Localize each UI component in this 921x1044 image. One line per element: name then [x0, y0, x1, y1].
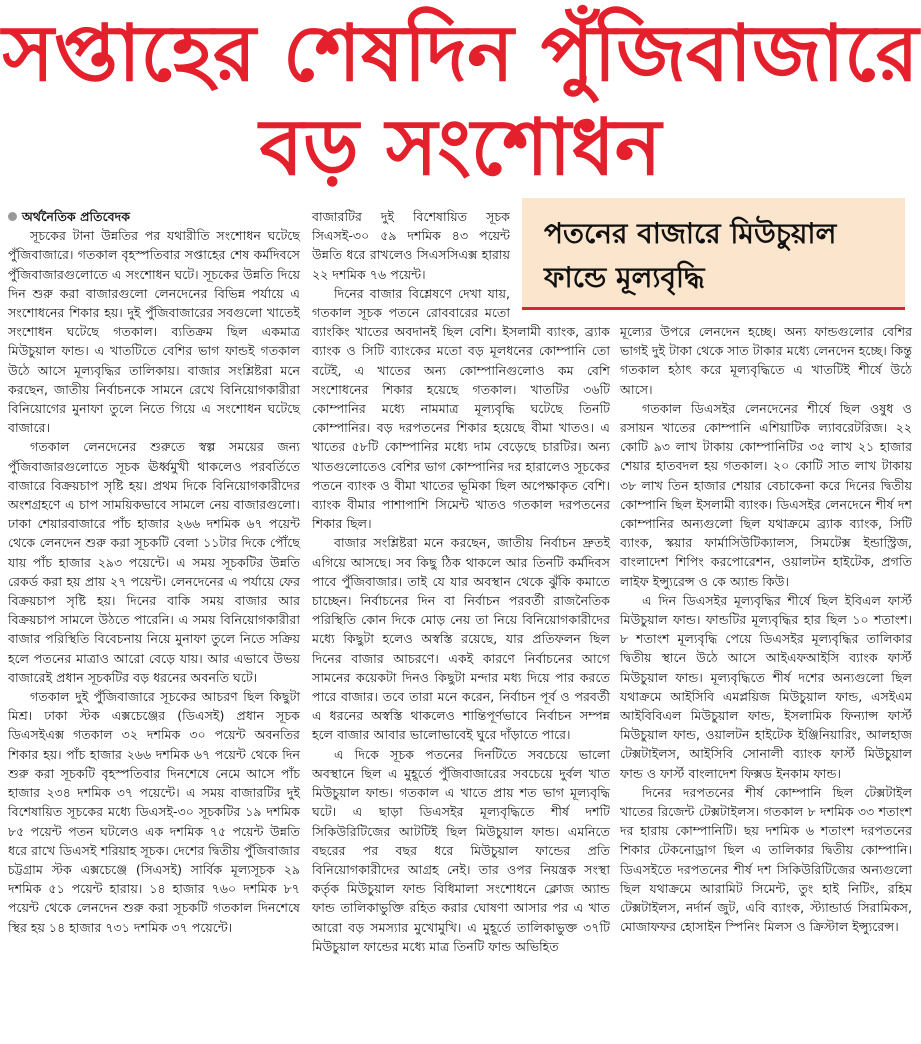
paragraph: বাজারটির দুই বিশেষায়িত সূচক সিএসই-৩০ ৫৯ দশমিক ৪৩ পয়েন্ট উন্নতি ধরে রাখলেও সিএসসিএক্স হারায় ২২ দশমিক ৭৬ পয়েন্ট।	[312, 209, 510, 282]
paragraph: সূচকের টানা উন্নতির পর যথারীতি সংশোধন ঘটেছে পুঁজিবাজারে। গতকাল বৃহস্পতিবার সপ্তাহের শেষ কর্মদিবসে পুঁজিবাজারগুলোতে এ সংশোধন ঘটে। সূচকের উন্নতি দিয়ে দিন শুরু করা বাজারগুলো লেনদেনের বিভিন্ন পর্যায়ে এ সংশোধনের শিকার হয়। দুই পুঁজিবাজারের সবগুলো খাতেই সংশোধন ঘটেছে গতকাল। ব্যতিক্রম ছিল একমাত্র মিউচুয়াল ফান্ড। এ খাতটিতে বেশির ভাগ ফান্ডই গতকাল উঠে আসে মূল্যবৃদ্ধির তালিকায়। বাজার সংশ্লিষ্টরা মনে করছেন, জাতীয় নির্বাচনকে সামনে রেখে বিনিয়োগকারীরা বিনিয়োগের মুনাফা তুলে নিতে গিয়ে এ সংশোধন ঘটেছে বাজারে।	[8, 228, 300, 436]
headline-line-1: সপ্তাহের শেষদিন পুঁজিবাজারে	[2, 9, 919, 99]
paragraph: গতকাল লেনদেনের শুরুতে স্বল্প সময়ের জন্য পুঁজিবাজারগুলোতে সূচক ঊর্ধ্বমুখী থাকলেও পরবর্তিতে বাজারে বিক্রয়চাপ সৃষ্টি হয়। প্রথম দিকে বিনিয়োগকারীদের অংশগ্রহণে এ চাপ সাময়িকভাবে সামলে নেয় বাজারগুলো। ঢাকা শেয়ারবাজারে পাঁচ হাজার ২৬৬ দশমিক ৬৭ পয়েন্ট থেকে লেনদেন শুরু করা সূচকটি বেলা ১১টার দিকে পৌঁছে যায় পাঁচ হাজার ২৯৩ পয়েন্টে। এ সময় সূচকটির উন্নতি রেকর্ড করা হয় প্রায় ২৭ পয়েন্ট। লেনদেনের এ পর্যায়ে ফের বিক্রয়চাপ সৃষ্টি হয়। দিনের বাকি সময় বাজার আর বিক্রয়চাপ সামলে উঠতে পারেনি। এ সময় বিনিয়োগকারীরা বাজার পরিস্থিতি বিবেচনায় নিয়ে মুনাফা তুলে নিতে সক্রিয় হলে পতনের মাত্রাও আরো বেড়ে যায়। আর এভাবে উভয় বাজারেই প্রধান সূচকটির বড় ধরনের অবনতি ঘটে।	[8, 439, 300, 685]
article-column-3	[620, 322, 912, 937]
byline	[8, 207, 300, 226]
headline-line-2: বড় সংশোধন	[259, 103, 662, 193]
paragraph: বাজার সংশ্লিষ্টরা মনে করছেন, জাতীয় নির্বাচন দ্রুতই এগিয়ে আসছে। সব কিছু ঠিক থাকলে আর তিনটি কর্মদিবস পাবে পুঁজিবাজার। তাই যে যার অবস্থান থেকে ঝুঁকি কমাতে চাচ্ছেন। নির্বাচনের দিন বা নির্বাচন পরবর্তী রাজনৈতিক পরিস্থিতি কোন দিকে মোড় নেয় তা নিয়ে বিনিয়োগকারীদের মধ্যে কিছুটা হলেও অস্বস্তি রয়েছে, যার প্রতিফলন ছিল দিনের বাজার আচরণে। একই কারণে নির্বাচনের আগে সামনের কয়েকটা দিনও কিছুটা মন্দার মধ্য দিয়ে পার করতে পারে বাজার। তবে তারা মনে করেন, নির্বাচন পূর্ব ও পরবর্তী এ ধরনের অস্বস্তি থাকলেও শান্তিপূর্ণভাবে নির্বাচন সম্পন্ন হলে বাজার আবার ভালোভাবেই ঘুরে দাঁড়াতে পারে।	[312, 535, 610, 743]
paragraph: গতকাল দুই পুঁজিবাজারে সূচকের আচরণ ছিল কিছুটা মিশ্র। ঢাকা স্টক এক্সচেঞ্জের (ডিএসই) প্রধান সূচক ডিএসইএক্স গতকাল ৩২ দশমিক ৩০ পয়েন্ট অবনতির শিকার হয়। পাঁচ হাজার ২৬৬ দশমিক ৬৭ পয়েন্ট থেকে দিন শুরু করা সূচকটি বৃহস্পতিবার দিনশেষে নেমে আসে পাঁচ হাজার ২৩৪ দশমিক ৩৭ পয়েন্টে। এ সময় বাজারটির দুই বিশেষায়িত সূচকের মধ্যে ডিএসই-৩০ সূচকটির ১৯ দশমিক ৮৫ পয়েন্ট পতন ঘটলেও এক দশমিক ৭৫ পয়েন্ট উন্নতি ধরে রাখে ডিএসই শরিয়াহ সূচক। দেশের দ্বিতীয় পুঁজিবাজার চট্টগ্রাম স্টক এক্সচেঞ্জে (সিএসই) সার্বিক মূল্যসূচক ২৯ দশমিক ৫১ পয়েন্ট হারায়। ১৪ হাজার ৭৬০ দশমিক ৮৭ পয়েন্ট থেকে লেনদেন শুরু করা সূচকটি গতকাল দিনশেষে স্থির হয় ১৪ হাজার ৭৩১ দশমিক ৩৭ পয়েন্টে।	[8, 689, 300, 935]
paragraph: দিনের বাজার বিশ্লেষণে দেখা যায়, গতকাল সূচক পতনে রোববারের মতো ব্যাংকিং খাতের অবদানই ছিল বেশি। ইসলামী ব্যাংক, ব্র্যাক ব্যাংক ও সিটি ব্যাংকের মতো বড় মূলধনের কোম্পানি তো বটেই, এ খাতের অন্য কোম্পানিগুলোও কম বেশি সংশোধনের শিকার হয়েছে গতকাল। খাতটির ৩৬টি কোম্পানির মধ্যে নামমাত্র মূল্যবৃদ্ধি ঘটেছে তিনটি কোম্পানির। বড় দরপতনের শিকার হয়েছে বীমা খাতও। এ খাতের ৫৮টি কোম্পানির মধ্যে দাম বেড়েছে চারটির। অন্য খাতগুলোতেও বেশির ভাগ কোম্পানির দর হারালেও সূচকের পতনে ব্যাংক ও বীমা খাতের ভূমিকা ছিল অপেক্ষাকৃত বেশি। ব্যাংক বীমার পাশাপাশি সিমেন্ট খাতও গতকাল দরপতনের শিকার ছিল।	[312, 285, 610, 532]
paragraph: এ দিকে সূচক পতনের দিনটিতে সবচেয়ে ভালো অবস্থানে ছিল এ মুহূর্তে পুঁজিবাজারের সবচেয়ে দুর্বল খাত মিউচুয়াল ফান্ড। গতকাল এ খাতে প্রায় শত ভাগ মূল্যবৃদ্ধি ঘটে। এ ছাড়া ডিএসইর মূল্যবৃদ্ধিতে শীর্ষ দশটি সিকিউরিটিজের আটটিই ছিল মিউচুয়াল ফান্ড। এমনিতে বছরের পর বছর ধরে মিউচুয়াল ফান্ডের প্রতি বিনিয়োগকারীদের আগ্রহ নেই। তার ওপর নিয়ন্ত্রক সংস্থা কর্তৃক মিউচুয়াল ফান্ড বিধিমালা সংশোধনে ক্লোজ অ্যান্ড ফান্ড তালিকাভুক্তি রহিত করার ঘোষণা আসার পর এ খাত আরো বড় সমস্যার মুখোমুখি। এ মুহূর্তে তালিকাভুক্ত ৩৭টি মিউচুয়াল ফান্ডের মধ্যে মাত্র তিনটি ফান্ড অভিহিত	[312, 746, 610, 954]
paragraph: দিনের দরপতনের শীর্ষ কোম্পানি ছিল টেক্সটাইল খাতের রিজেন্ট টেক্সটাইলস। গতকাল ৮ দশমিক ৩৩ শতাংশ দর হারায় কোম্পানিটি। ছয় দশমিক ৬ শতাংশ দরপতনের শিকার টেকনোড্রাগ ছিল এ তালিকার দ্বিতীয় কোম্পানি। ডিএসইতে দরপতনের শীর্ষ দশ সিকিউরিটিজের অন্যগুলো ছিল যথাক্রমে আরামিট সিমেন্ট, তুং হাই নিটিং, রহিম টেক্সটাইলস, নর্দার্ন জুট, এবি ব্যাংক, স্ট্যান্ডার্ড সিরামিকস, মোজাফফর হোসাইন স্পিনিং মিলস ও ক্রিস্টাল ইন্স্যুরেন্স।	[620, 784, 912, 935]
article-column-1	[8, 207, 300, 937]
paragraph: গতকাল ডিএসইর লেনদেনের শীর্ষে ছিল ওষুধ ও রসায়ন খাতের কোম্পানি এশিয়াটিক ল্যাবরেটরিজ। ২২ কোটি ৯৩ লাখ টাকায় কোম্পানিটির ৩৫ লাখ ২১ হাজার শেয়ার হাতবদল হয় গতকাল। ২০ কোটি সাত লাখ টাকায় ৩৮ লাখ তিন হাজার শেয়ার বেচাকেনা করে দিনের দ্বিতীয় কোম্পানি ছিল ইসলামী ব্যাংক। ডিএসইর লেনদেনে শীর্ষ দশ কোম্পানির অন্যগুলো ছিল যথাক্রমে ব্র্যাক ব্যাংক, সিটি ব্যাংক, স্কয়ার ফার্মাসিউটিক্যালস, সিমটেক্স ইন্ডাস্ট্রিজ, বাংলাদেশ শিপিং করপোরেশন, ওয়ালটন হাইটেক, প্রগতি লাইফ ইন্স্যুরেন্স ও কে অ্যান্ড কিউ।	[620, 400, 912, 589]
paragraph: মূল্যের উপরে লেনদেন হচ্ছে। অন্য ফান্ডগুলোর বেশির ভাগই দুই টাকা থেকে সাত টাকার মধ্যে লেনদেন হচ্ছে। কিন্তু গতকাল হঠাৎ করে মূল্যবৃদ্ধিতে এ খাতটিই শীর্ষে উঠে আসে।	[620, 324, 912, 397]
bullet-icon	[8, 212, 17, 221]
byline-text: অর্থনৈতিক প্রতিবেদক	[22, 209, 131, 224]
paragraph: এ দিন ডিএসইর মূল্যবৃদ্ধির শীর্ষে ছিল ইবিএল ফার্স্ট মিউচুয়াল ফান্ড। ফান্ডটির মূল্যবৃদ্ধির হার ছিল ১০ শতাংশ। ৮ শতাংশ মূল্যবৃদ্ধি পেয়ে ডিএসইর মূল্যবৃদ্ধির তালিকার দ্বিতীয় স্থানে উঠে আসে আইএফআইসি ব্যাংক ফার্স্ট মিউচুয়াল ফান্ড। মূল্যবৃদ্ধিতে শীর্ষ দশের অন্যগুলো ছিল যথাক্রমে আইসিবি এমপ্লয়িজ মিউচুয়াল ফান্ড, এসইএম আইবিবিএল মিউচুয়াল ফান্ড, ইসলামিক ফিন্যান্স ফার্স্ট মিউচুয়াল ফান্ড, ওয়ালটন হাইটেক ইঞ্জিনিয়ারিং, আলহাজ টেক্সটাইলস, আইসিবি সোনালী ব্যাংক ফার্স্ট মিউচুয়াল ফান্ড ও ফার্স্ট বাংলাদেশ ফিক্সড ইনকাম ফান্ড।	[620, 592, 912, 781]
subheadline-line-2: ফান্ডে মূল্যবৃদ্ধি	[544, 261, 705, 294]
subheadline-line-1: পতনের বাজারে মিউচুয়াল	[544, 217, 837, 250]
headline	[0, 0, 921, 194]
article-column-2	[312, 207, 610, 956]
